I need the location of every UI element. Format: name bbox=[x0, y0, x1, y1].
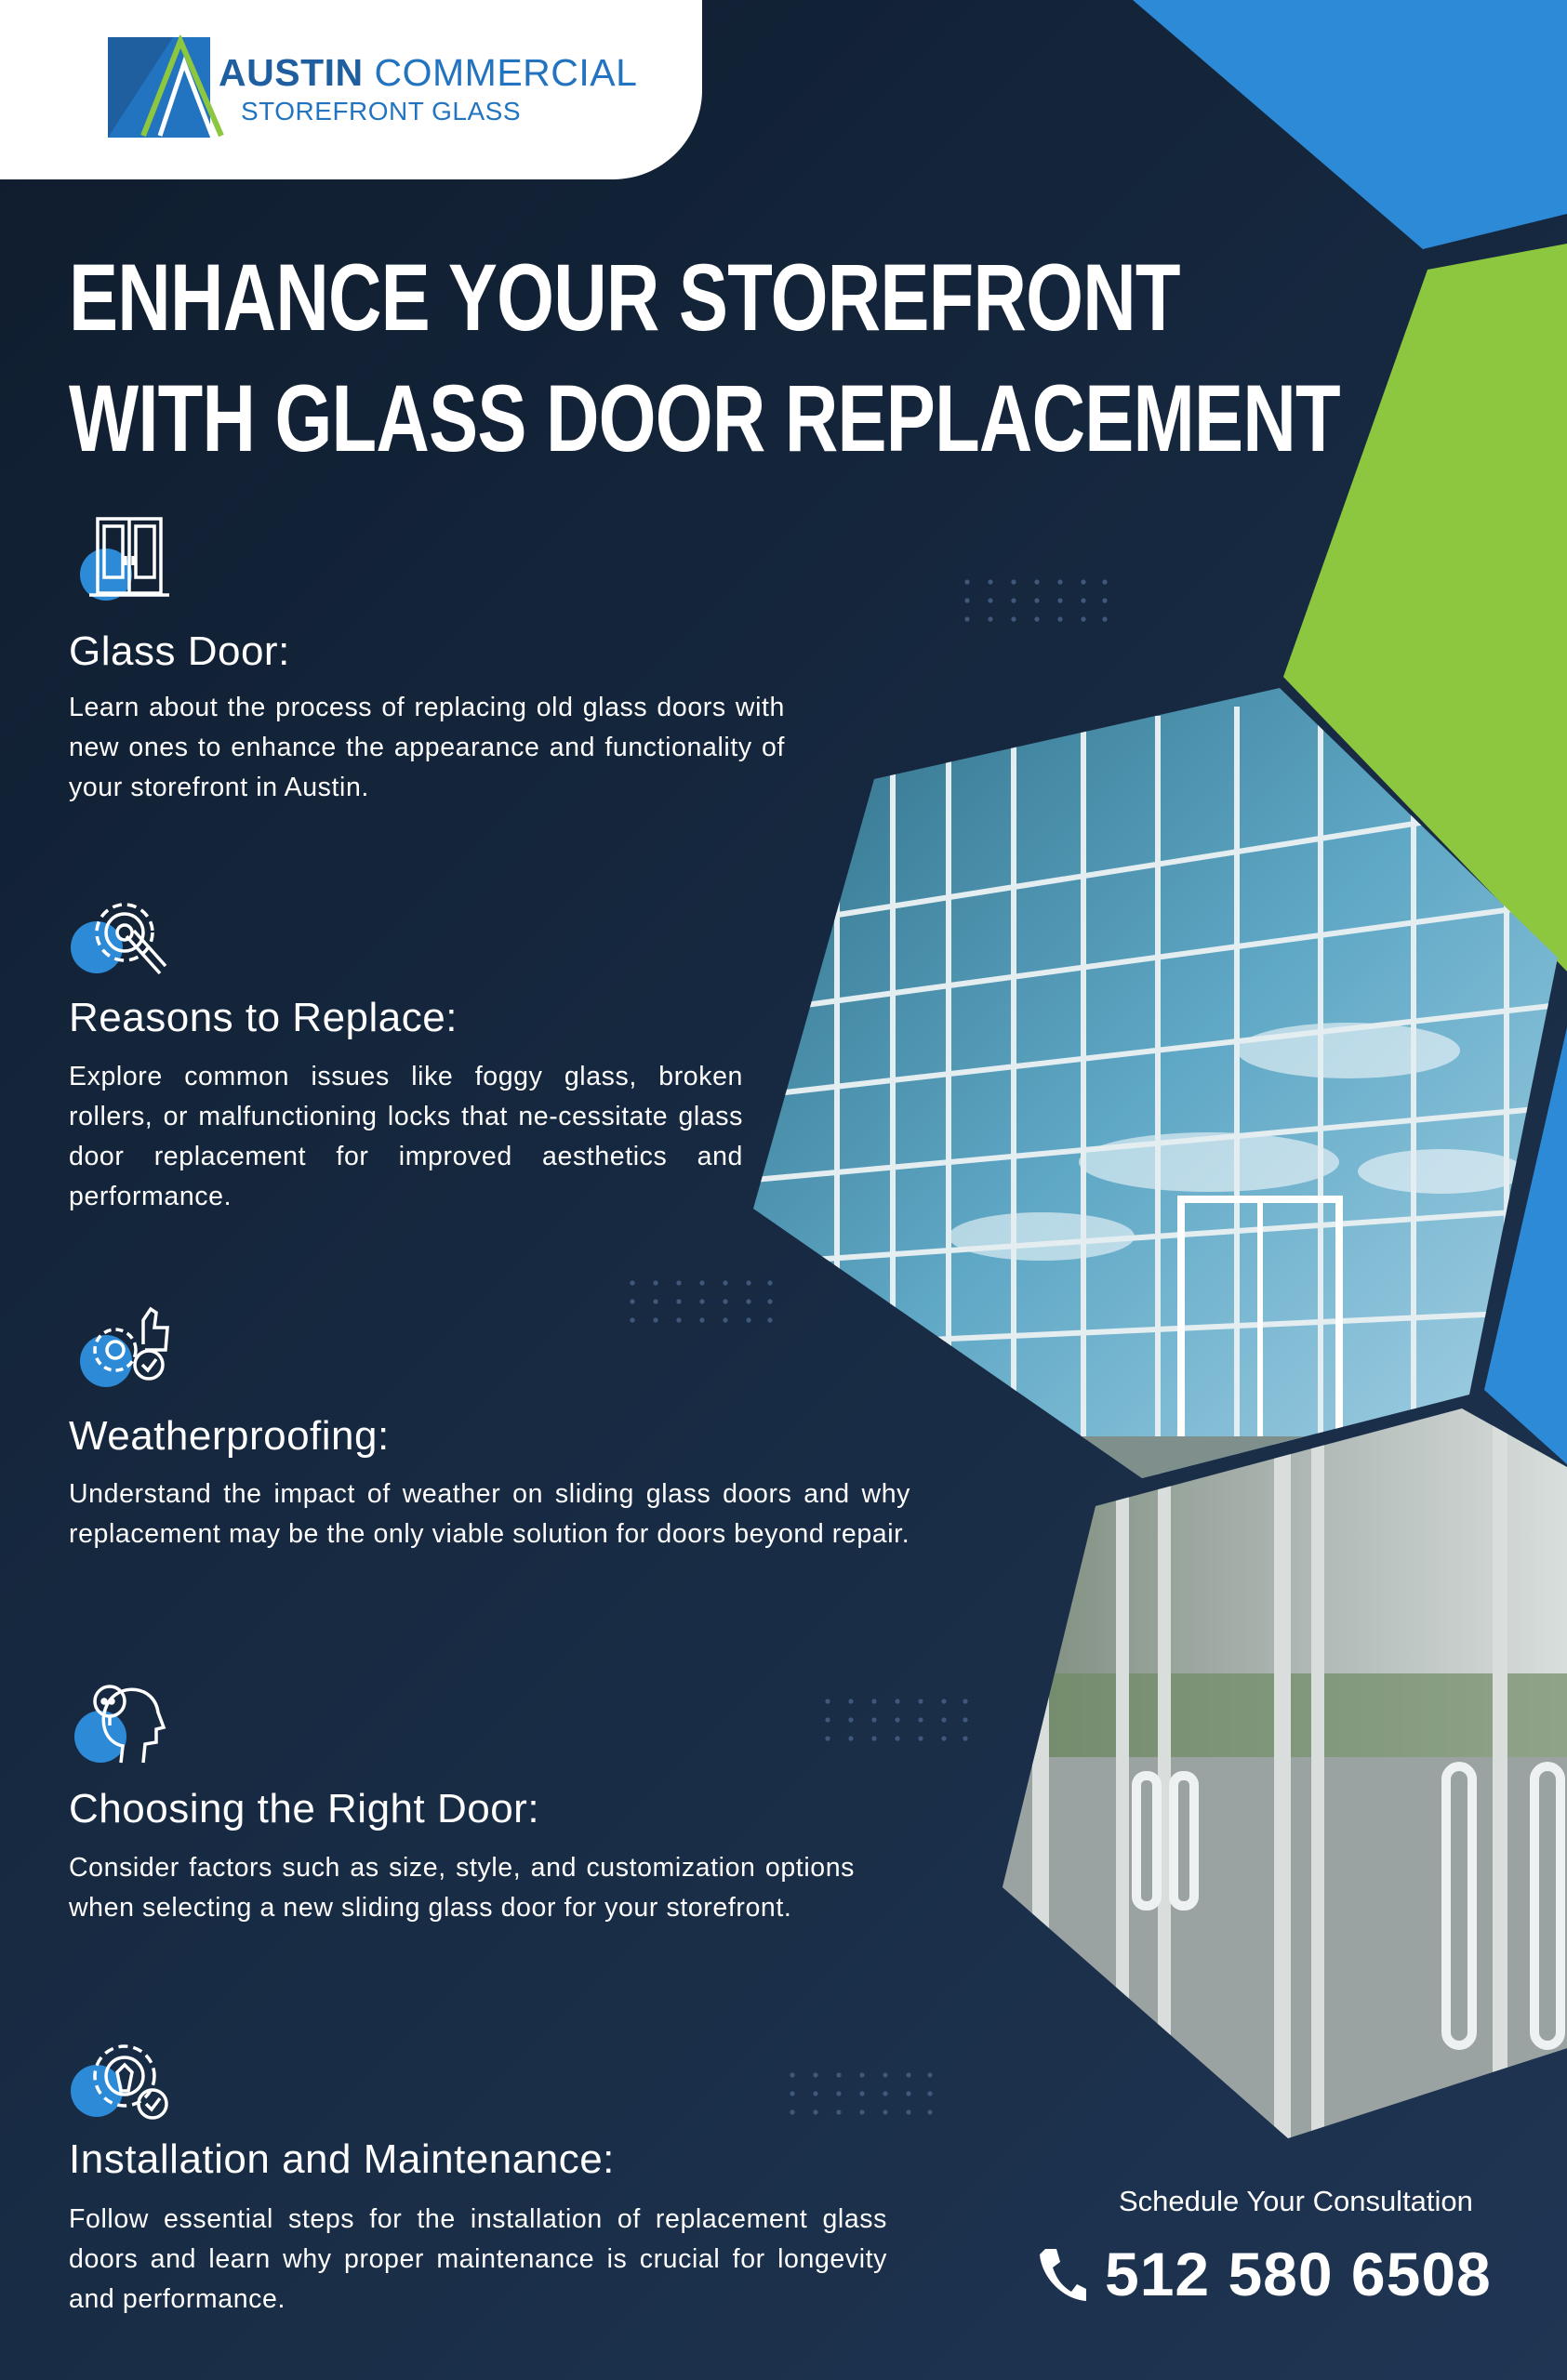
feature-title-installation: Installation and Maintenance: bbox=[69, 2136, 615, 2182]
brand-name-regular: COMMERCIAL bbox=[374, 51, 638, 94]
feature-title-glass-door: Glass Door: bbox=[69, 628, 290, 674]
brand-name-bold: AUSTIN bbox=[219, 51, 364, 94]
feature-desc-weatherproofing: Understand the impact of weather on sliding glass doors and why replacement may be the only viable solution for doors beyond repair. bbox=[69, 1479, 910, 1549]
phone-number-link[interactable]: 512 580 6508 bbox=[1105, 2240, 1492, 2308]
feature-desc-reasons: Explore common issues like foggy glass, broken rollers, or malfunctioning locks that ne-cessitate glass door replacement for improved aesthetics and performance. bbox=[69, 1062, 743, 1211]
headline-line-2: WITH GLASS DOOR REPLACEMENT bbox=[69, 365, 1340, 471]
feature-title-weatherproofing: Weatherproofing: bbox=[69, 1413, 390, 1459]
feature-desc-glass-door: Learn about the process of replacing old glass doors with new ones to enhance the appearance and functionality of your storefront in Austin. bbox=[69, 693, 785, 802]
feature-desc-installation: Follow essential steps for the installation of replacement glass doors and learn why proper maintenance is crucial for longevity and performance. bbox=[69, 2204, 887, 2314]
feature-title-reasons: Reasons to Replace: bbox=[69, 995, 458, 1040]
feature-title-choosing: Choosing the Right Door: bbox=[69, 1786, 540, 1831]
phone-icon bbox=[1034, 2245, 1086, 2303]
cta-label: Schedule Your Consultation bbox=[1119, 2185, 1473, 2217]
headline-line-1: ENHANCE YOUR STOREFRONT bbox=[69, 245, 1180, 350]
brand-subtitle: STOREFRONT GLASS bbox=[241, 97, 522, 126]
feature-desc-choosing: Consider factors such as size, style, and customization options when selecting a new sliding glass door for your storefront. bbox=[69, 1853, 855, 1923]
